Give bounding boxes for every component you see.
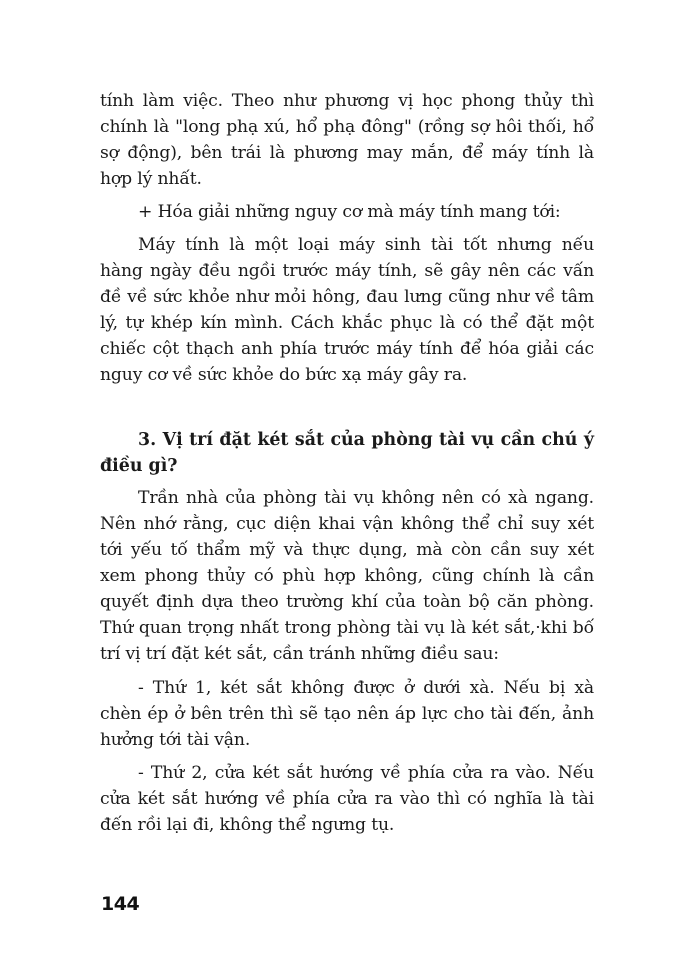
paragraph-text: tính làm việc. Theo như phương vị học phong thủy thì chính là "long phạ xú, hổ phạ đông" (rồng sợ hôi thối, hổ sợ động), bên trái là phương may mắn, để máy tính là hợp lý nhất. — [100, 91, 594, 189]
paragraph-text: - Thứ 2, cửa két sắt hướng về phía cửa ra vào. Nếu cửa két sắt hướng về phía cửa ra vào thì có nghĩa là tài đến rồi lại đi, không thể ngưng tụ. — [100, 763, 594, 835]
paragraph-safe-intro — [100, 485, 594, 667]
paragraph-text: Máy tính là một loại máy sinh tài tốt nhưng nếu hàng ngày đều ngồi trước máy tính, sẽ gây nên các vấn đề về sức khỏe như mỏi hông, đau lưng cũng như về tâm lý, tự khép kín mình. Cách khắc phục là có thể đặt một chiếc cột thạch anh phía trước máy tính để hóa giải các nguy cơ về sức khỏe do bức xạ máy gây ra. — [100, 235, 594, 385]
paragraph-rule-1 — [100, 675, 594, 753]
paragraph-text: Trần nhà của phòng tài vụ không nên có xà ngang. Nên nhớ rằng, cục diện khai vận không thể chỉ suy xét tới yếu tố thẩm mỹ và thực dụng, mà còn cần suy xét xem phong thủy có phù hợp không, cũng chính là cần quyết định dựa theo trường khí của toàn bộ căn phòng. Thứ quan trọng nhất trong phòng tài vụ là két sắt,·khi bố trí vị trí đặt két sắt, cần tránh những điều sau: — [100, 488, 594, 664]
paragraph-text: + Hóa giải những nguy cơ mà máy tính mang tới: — [138, 202, 561, 222]
paragraph-text: - Thứ 1, két sắt không được ở dưới xà. Nếu bị xà chèn ép ở bên trên thì sẽ tạo nên áp lực cho tài đến, ảnh hưởng tới tài vận. — [100, 678, 594, 750]
page-number: 144 — [101, 893, 140, 915]
section-heading-block — [100, 427, 594, 479]
paragraph-remedy-intro — [100, 199, 594, 225]
section-heading: 3. Vị trí đặt két sắt của phòng tài vụ cần chú ý điều gì? — [100, 430, 594, 476]
paragraph-rule-2 — [100, 760, 594, 838]
paragraph-continuation — [100, 88, 594, 192]
paragraph-computer-health — [100, 232, 594, 388]
